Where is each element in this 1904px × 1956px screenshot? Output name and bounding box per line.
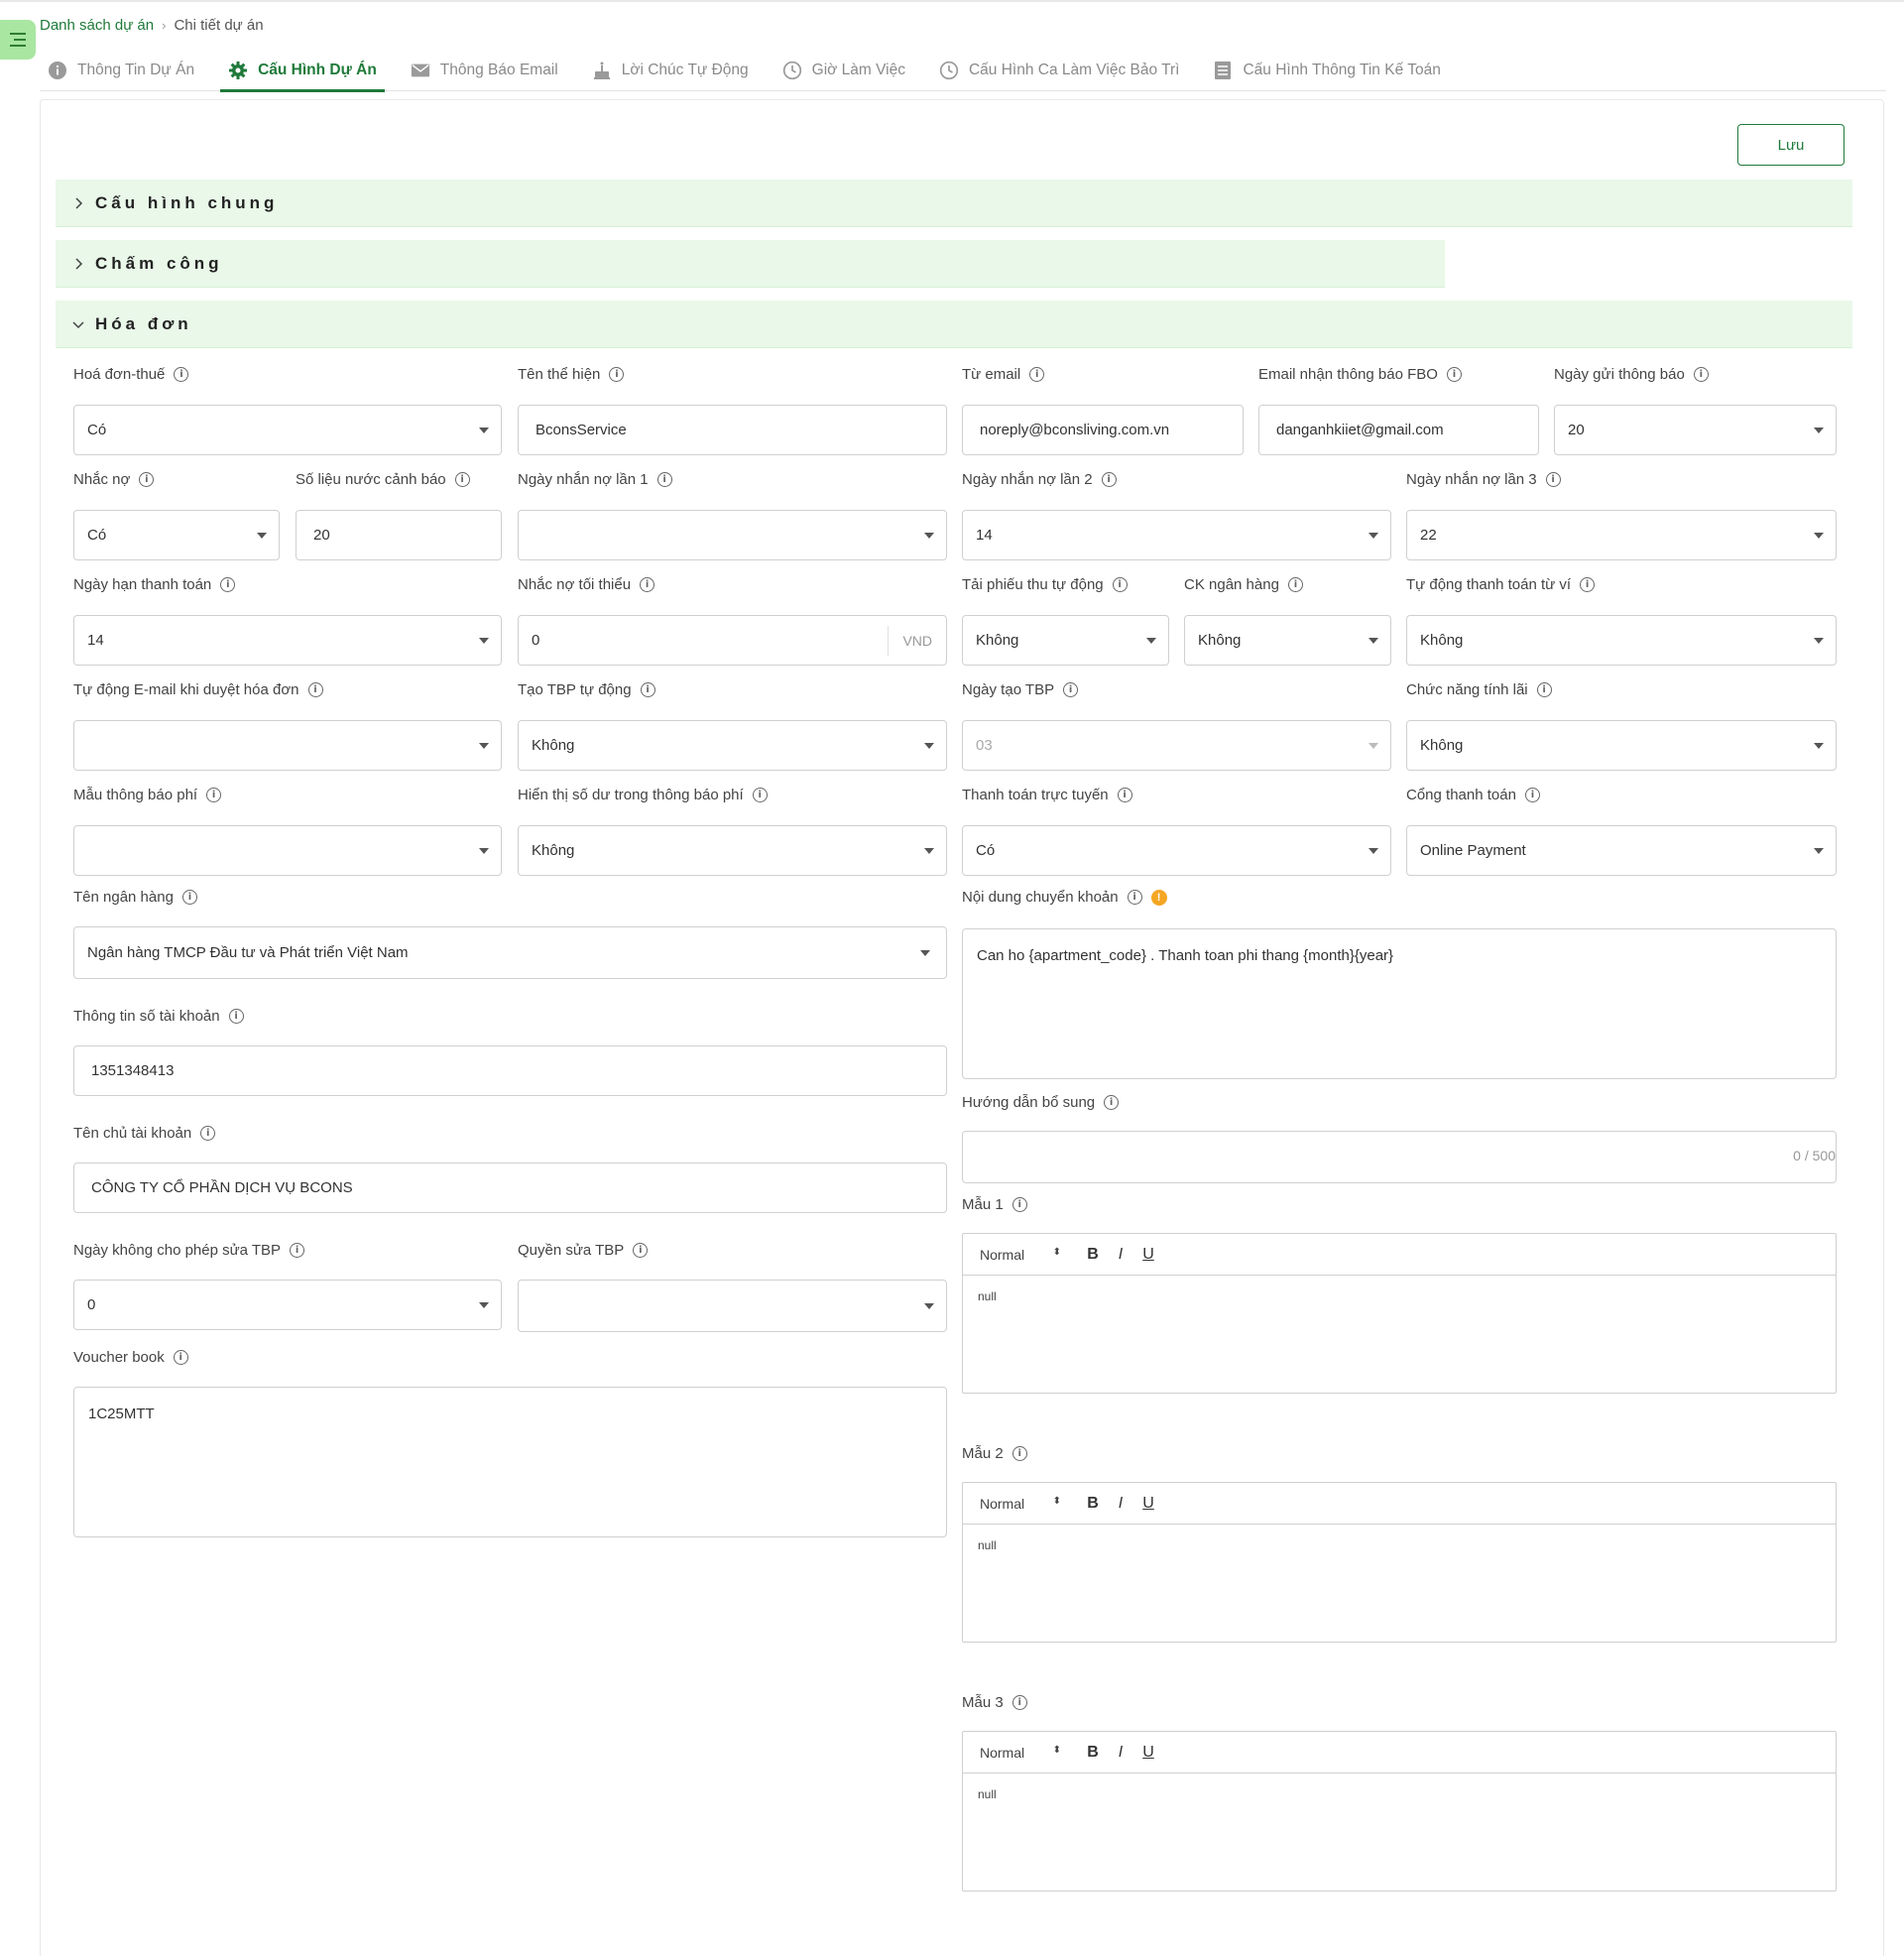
section-title: Cấu hình chung: [95, 192, 279, 212]
label-text: Nội dung chuyển khoản: [962, 889, 1119, 906]
info-icon[interactable]: i: [640, 577, 654, 592]
field-label-display-name: [518, 366, 624, 383]
label-text: Tải phiếu thu tự động: [962, 576, 1104, 593]
format-value: Normal: [980, 1744, 1025, 1761]
auto-receipt-select[interactable]: [962, 615, 1169, 666]
label-text: Mẫu 1: [962, 1196, 1004, 1213]
info-icon[interactable]: i: [1288, 577, 1303, 592]
field-label-voucher-book: [73, 1349, 188, 1366]
underline-button[interactable]: U: [1142, 1245, 1154, 1263]
format-value: Normal: [980, 1495, 1025, 1512]
interest-select[interactable]: [1406, 720, 1837, 771]
info-icon[interactable]: i: [1104, 1095, 1119, 1110]
select-value: Không: [1198, 632, 1242, 649]
mail-icon: [411, 61, 430, 80]
caret-down-icon: [1368, 638, 1378, 644]
info-icon[interactable]: i: [1012, 1197, 1027, 1212]
caret-down-icon: [920, 950, 930, 956]
menu-toggle-button[interactable]: [0, 20, 36, 60]
format-select[interactable]: [980, 1247, 1069, 1263]
fbo-email-input[interactable]: [1258, 405, 1539, 455]
info-icon[interactable]: i: [206, 788, 221, 802]
field-label-from-email: [962, 366, 1044, 383]
info-icon[interactable]: i: [1546, 472, 1561, 487]
select-value: Ngân hàng TMCP Đầu tư và Phát triển Việt Nam: [87, 944, 409, 961]
breadcrumb: [40, 17, 264, 34]
info-icon[interactable]: i: [1012, 1695, 1027, 1710]
info-icon[interactable]: i: [641, 682, 655, 697]
breadcrumb-current: Chi tiết dự án: [174, 17, 264, 34]
info-icon[interactable]: i: [1102, 472, 1117, 487]
info-icon[interactable]: i: [174, 367, 188, 382]
label-text: Voucher book: [73, 1349, 165, 1366]
textarea-value: Can ho {apartment_code} . Thanh toan phi thang {month}{year}: [977, 947, 1394, 964]
label-text: Nhắc nợ tối thiểu: [518, 576, 632, 593]
italic-button[interactable]: I: [1118, 1743, 1124, 1761]
bank-name-select[interactable]: [73, 926, 947, 979]
field-label-show-balance: [518, 787, 768, 803]
gear-icon: [228, 61, 248, 80]
editor-content[interactable]: null: [978, 1289, 997, 1303]
tab-label: Thông Báo Email: [439, 61, 558, 78]
section-title: Hóa đơn: [95, 313, 192, 333]
label-text: Ngày hạn thanh toán: [73, 576, 212, 593]
field-label-no-edit-day: [73, 1242, 304, 1259]
label-text: Tên chủ tài khoản: [73, 1125, 192, 1142]
tab-maintenance-shift-config[interactable]: [931, 50, 1188, 91]
caret-down-icon: [1368, 533, 1378, 539]
label-text: Cổng thanh toán: [1406, 787, 1516, 803]
field-label-interest: [1406, 681, 1552, 698]
tab-label: Cấu Hình Dự Án: [258, 61, 377, 78]
tab-label: Thông Tin Dự Án: [77, 61, 195, 78]
account-holder-input[interactable]: [73, 1162, 947, 1213]
field-label-bank-name: [73, 889, 197, 906]
field-label-min-debt: [518, 576, 654, 593]
label-text: Ngày nhắn nợ lần 3: [1406, 471, 1537, 488]
caret-down-icon: [924, 533, 934, 539]
select-value: 22: [1420, 527, 1437, 544]
field-label-transfer-content: [962, 889, 1167, 906]
label-text: Thông tin số tài khoản: [73, 1008, 220, 1025]
info-icon[interactable]: i: [1525, 788, 1540, 802]
field-label-invoice-tax: [73, 366, 188, 383]
breadcrumb-parent-link[interactable]: Danh sách dự án: [40, 17, 155, 34]
info-icon[interactable]: i: [1128, 890, 1142, 905]
tab-auto-greetings[interactable]: [584, 50, 757, 91]
payment-gateway-select[interactable]: [1406, 825, 1837, 876]
field-label-account-number: [73, 1008, 244, 1025]
field-label-account-holder: [73, 1125, 215, 1142]
label-text: Quyền sửa TBP: [518, 1242, 625, 1259]
label-text: Hoá đơn-thuế: [73, 366, 166, 383]
info-icon[interactable]: i: [633, 1243, 648, 1258]
debt-reminder-select[interactable]: [73, 510, 280, 560]
caret-down-icon: [1814, 533, 1824, 539]
select-value: Không: [976, 632, 1019, 649]
italic-button[interactable]: I: [1118, 1494, 1124, 1512]
tab-bar: [40, 50, 1886, 91]
label-text: Chức năng tính lãi: [1406, 681, 1528, 698]
breadcrumb-separator-icon: ›: [162, 18, 167, 33]
caret-down-icon: [479, 1302, 489, 1308]
italic-button[interactable]: I: [1118, 1245, 1124, 1263]
caret-down-icon: [479, 848, 489, 854]
bold-button[interactable]: B: [1087, 1494, 1099, 1512]
reminder-1-select[interactable]: [518, 510, 947, 560]
warning-icon[interactable]: !: [1151, 890, 1167, 906]
info-icon[interactable]: i: [1118, 788, 1132, 802]
info-icon[interactable]: i: [609, 367, 624, 382]
caret-down-icon: [1814, 848, 1824, 854]
section-title: Chấm công: [95, 253, 223, 273]
info-icon[interactable]: i: [753, 788, 768, 802]
format-value: Normal: [980, 1246, 1025, 1263]
display-name-input[interactable]: [518, 405, 947, 455]
caret-down-icon: [1814, 638, 1824, 644]
label-text: CK ngân hàng: [1184, 576, 1279, 593]
reminder-3-select[interactable]: [1406, 510, 1837, 560]
top-divider: [0, 0, 1904, 2]
bold-button[interactable]: B: [1087, 1245, 1099, 1263]
account-number-input[interactable]: [73, 1045, 947, 1096]
from-email-input[interactable]: [962, 405, 1244, 455]
field-label-bank-transfer: [1184, 576, 1303, 593]
caret-down-icon: [479, 428, 489, 433]
caret-down-icon: [924, 1303, 934, 1309]
field-label-extra-instructions: [962, 1094, 1119, 1111]
tab-label: Cấu Hình Thông Tin Kế Toán: [1243, 61, 1441, 78]
textarea-value: 1C25MTT: [88, 1406, 155, 1422]
section-timekeeping[interactable]: [56, 240, 1445, 288]
input-value: 0: [532, 632, 540, 649]
fee-template-select[interactable]: [73, 825, 502, 876]
field-label-template-3: [962, 1694, 1027, 1711]
tab-project-config[interactable]: [220, 50, 385, 91]
caret-down-icon: [1814, 743, 1824, 749]
save-button[interactable]: Lưu: [1737, 124, 1844, 166]
input-value: 20: [313, 527, 330, 544]
info-icon[interactable]: i: [200, 1126, 215, 1141]
underline-button[interactable]: U: [1142, 1494, 1154, 1512]
updown-arrow-icon: ⬍: [1052, 1744, 1061, 1756]
clock-icon: [939, 61, 959, 80]
approve-email-select[interactable]: [73, 720, 502, 771]
label-text: Tự động thanh toán từ ví: [1406, 576, 1572, 593]
bold-button[interactable]: B: [1087, 1743, 1099, 1761]
info-icon[interactable]: i: [1113, 577, 1128, 592]
info-icon[interactable]: i: [1029, 367, 1044, 382]
label-text: Từ email: [962, 366, 1021, 383]
select-value: 20: [1568, 422, 1585, 438]
tab-label: Cấu Hình Ca Làm Việc Bảo Trì: [968, 61, 1180, 78]
field-label-reminder-2: [962, 471, 1117, 488]
label-text: Mẫu thông báo phí: [73, 787, 198, 803]
caret-down-icon: [924, 743, 934, 749]
info-icon[interactable]: i: [455, 472, 470, 487]
caret-down-icon: [1368, 848, 1378, 854]
info-icon[interactable]: i: [182, 890, 197, 905]
reminder-2-select[interactable]: [962, 510, 1391, 560]
field-label-online-payment: [962, 787, 1132, 803]
transfer-content-textarea[interactable]: [962, 928, 1837, 1079]
label-text: Tạo TBP tự động: [518, 681, 632, 698]
payment-due-select[interactable]: [73, 615, 502, 666]
online-payment-select[interactable]: [962, 825, 1391, 876]
label-text: Thanh toán trực tuyến: [962, 787, 1109, 803]
caret-down-icon: [257, 533, 267, 539]
input-value: 1351348413: [91, 1062, 175, 1079]
section-invoice[interactable]: [56, 301, 1852, 348]
field-label-notice-day: [1554, 366, 1709, 383]
select-value: 0: [87, 1296, 96, 1313]
tab-working-hours[interactable]: [774, 50, 913, 91]
char-counter: 0 / 500: [1793, 1148, 1836, 1163]
label-text: Mẫu 2: [962, 1445, 1004, 1462]
caret-down-icon: [924, 848, 934, 854]
menu-icon: [10, 33, 26, 47]
field-label-template-1: [962, 1196, 1027, 1213]
info-icon[interactable]: i: [139, 472, 154, 487]
select-value: Có: [976, 842, 996, 859]
label-text: Tự động E-mail khi duyệt hóa đơn: [73, 681, 299, 698]
chevron-right-icon: [71, 196, 85, 210]
label-text: Ngày không cho phép sửa TBP: [73, 1242, 282, 1259]
label-text: Ngày nhắn nợ lần 2: [962, 471, 1093, 488]
field-label-template-2: [962, 1445, 1027, 1462]
voucher-book-textarea[interactable]: [73, 1387, 947, 1537]
field-label-edit-permission: [518, 1242, 648, 1259]
info-icon[interactable]: i: [1537, 682, 1552, 697]
document-icon: [1213, 61, 1233, 80]
info-circle-icon: [48, 61, 67, 80]
format-select[interactable]: [980, 1745, 1069, 1761]
label-text: Email nhận thông báo FBO: [1258, 366, 1438, 383]
select-value: 03: [976, 737, 993, 754]
label-text: Ngày nhắn nợ lần 1: [518, 471, 649, 488]
select-value: Có: [87, 527, 107, 544]
caret-down-icon: [1146, 638, 1156, 644]
edit-permission-select[interactable]: [518, 1280, 947, 1332]
invoice-tax-select[interactable]: [73, 405, 502, 455]
label-text: Nhắc nợ: [73, 471, 131, 488]
caret-down-icon: [479, 638, 489, 644]
no-edit-day-select[interactable]: [73, 1280, 502, 1330]
field-label-payment-due: [73, 576, 235, 593]
select-value: Không: [532, 737, 575, 754]
currency-suffix: VND: [888, 626, 946, 656]
clock-icon: [782, 61, 802, 80]
notice-day-select[interactable]: [1554, 405, 1837, 455]
editor-toolbar: [963, 1732, 1836, 1773]
label-text: Hướng dẫn bổ sung: [962, 1094, 1096, 1111]
chevron-right-icon: [71, 257, 85, 271]
select-value: Online Payment: [1420, 842, 1526, 859]
select-value: 14: [976, 527, 993, 544]
input-value: noreply@bconsliving.com.vn: [980, 422, 1170, 438]
label-text: Mẫu 3: [962, 1694, 1004, 1711]
template-3-editor: [962, 1731, 1837, 1892]
format-select[interactable]: [980, 1496, 1069, 1512]
select-value: Không: [1420, 737, 1464, 754]
info-icon[interactable]: i: [1063, 682, 1078, 697]
info-icon[interactable]: i: [308, 682, 323, 697]
select-value: Có: [87, 422, 107, 438]
info-icon[interactable]: i: [220, 577, 235, 592]
editor-toolbar: [963, 1234, 1836, 1276]
updown-arrow-icon: ⬍: [1052, 1495, 1061, 1507]
tab-label: Giờ Làm Việc: [811, 61, 905, 78]
info-icon[interactable]: i: [174, 1350, 188, 1365]
info-icon[interactable]: i: [229, 1009, 244, 1024]
template-2-editor: [962, 1482, 1837, 1643]
caret-down-icon: [479, 743, 489, 749]
field-label-approve-email: [73, 681, 323, 698]
cake-icon: [592, 61, 612, 80]
input-value: BconsService: [536, 422, 627, 438]
underline-button[interactable]: U: [1142, 1743, 1154, 1761]
tbp-day-select: [962, 720, 1391, 771]
info-icon[interactable]: i: [290, 1243, 304, 1258]
water-warning-input[interactable]: [296, 510, 502, 560]
info-icon[interactable]: i: [657, 472, 672, 487]
tab-project-info[interactable]: [40, 50, 202, 91]
field-label-wallet-auto-pay: [1406, 576, 1595, 593]
tab-accounting-config[interactable]: [1205, 50, 1448, 91]
editor-content[interactable]: null: [978, 1538, 997, 1552]
label-text: Ngày gửi thông báo: [1554, 366, 1685, 383]
input-value: CÔNG TY CỔ PHẦN DỊCH VỤ BCONS: [91, 1179, 353, 1196]
updown-arrow-icon: ⬍: [1052, 1246, 1061, 1258]
bank-transfer-select[interactable]: [1184, 615, 1391, 666]
tab-email-notification[interactable]: [403, 50, 566, 91]
wallet-auto-pay-select[interactable]: [1406, 615, 1837, 666]
field-label-fee-template: [73, 787, 221, 803]
label-text: Ngày tạo TBP: [962, 681, 1055, 698]
info-icon[interactable]: i: [1694, 367, 1709, 382]
template-1-editor: [962, 1233, 1837, 1394]
info-icon[interactable]: i: [1012, 1446, 1027, 1461]
field-label-reminder-3: [1406, 471, 1561, 488]
label-text: Tên ngân hàng: [73, 889, 174, 906]
field-label-payment-gateway: [1406, 787, 1540, 803]
min-debt-input[interactable]: [518, 615, 947, 666]
select-value: Không: [532, 842, 575, 859]
field-label-reminder-1: [518, 471, 672, 488]
editor-toolbar: [963, 1483, 1836, 1525]
caret-down-icon: [1368, 743, 1378, 749]
auto-tbp-select[interactable]: [518, 720, 947, 771]
field-label-water-warning: [296, 471, 470, 488]
input-value: danganhkiiet@gmail.com: [1276, 422, 1444, 438]
show-balance-select[interactable]: [518, 825, 947, 876]
info-icon[interactable]: i: [1580, 577, 1595, 592]
info-icon[interactable]: i: [1447, 367, 1462, 382]
section-general-config[interactable]: [56, 180, 1852, 227]
field-label-fbo-email: [1258, 366, 1462, 383]
chevron-down-icon: [71, 317, 85, 331]
select-value: 14: [87, 632, 104, 649]
tab-label: Lời Chúc Tự Động: [621, 61, 749, 78]
label-text: Số liệu nước cảnh báo: [296, 471, 446, 488]
field-label-debt-reminder: [73, 471, 154, 488]
field-label-tbp-day: [962, 681, 1078, 698]
extra-instructions-input[interactable]: [962, 1131, 1837, 1183]
caret-down-icon: [1814, 428, 1824, 433]
field-label-auto-receipt: [962, 576, 1128, 593]
label-text: Tên thể hiện: [518, 366, 601, 383]
field-label-auto-tbp: [518, 681, 655, 698]
editor-content[interactable]: null: [978, 1787, 997, 1801]
select-value: Không: [1420, 632, 1464, 649]
label-text: Hiển thị số dư trong thông báo phí: [518, 787, 744, 803]
